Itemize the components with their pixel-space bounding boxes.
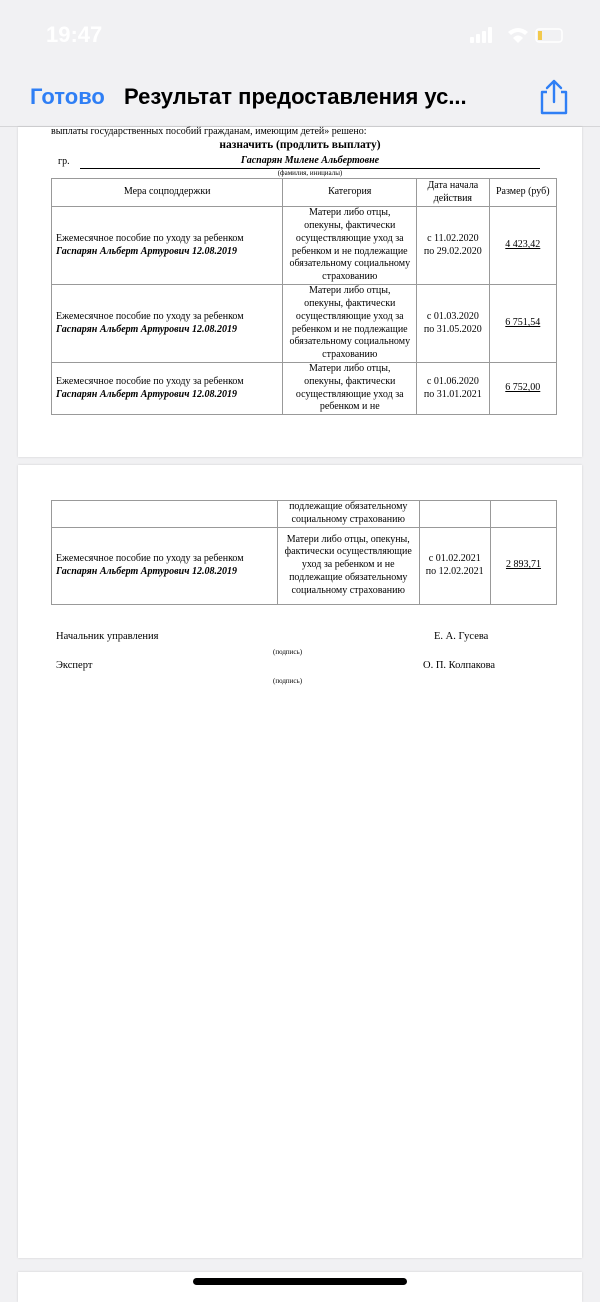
table-header — [52, 179, 557, 207]
table-row — [52, 285, 557, 363]
date-cell — [419, 527, 490, 604]
signature-role: Эксперт — [56, 660, 93, 671]
citizen-caption: (фамилия, инициалы) — [277, 169, 343, 177]
category-cell: Матери либо отцы, опекуны, фактически осуществляющие уход за ребенком и не подлежащие обязательному социальному страхованию — [283, 207, 417, 285]
measure-cell — [52, 207, 283, 285]
child-text: Гаспарян Альберт Артурович 12.08.2019 — [56, 565, 237, 577]
date-to: по 31.05.2020 — [423, 323, 482, 335]
measure-cell — [52, 363, 283, 415]
table-row — [52, 527, 557, 604]
signal-bar — [470, 37, 474, 43]
amount-cell: 2 893,71 — [490, 527, 556, 604]
header-date: Дата начала действия — [417, 179, 489, 207]
child-text: Гаспарян Альберт Артурович 12.08.2019 — [56, 388, 237, 400]
signal-bar — [482, 31, 486, 43]
child-text: Гаспарян Альберт Артурович 12.08.2019 — [56, 245, 237, 257]
nav-bar — [0, 70, 600, 127]
share-icon[interactable] — [537, 78, 571, 116]
intro-text: выплаты государственных пособий гражданам, имеющим детей» решено: — [51, 126, 367, 137]
wifi-icon — [508, 28, 528, 43]
category-cell: Матери либо отцы, опекуны, фактически осуществляющие уход за ребенком и не подлежащие обязательному социальному страхованию — [277, 527, 419, 604]
date-to: по 29.02.2020 — [423, 245, 482, 257]
measure-text: Ежемесячное пособие по уходу за ребенком — [56, 310, 244, 322]
benefits-table-continued — [51, 500, 557, 605]
document-page-3 — [18, 1272, 582, 1302]
header-measure: Мера соцподдержки — [52, 179, 283, 207]
signature-name: Е. А. Гусева — [434, 631, 489, 642]
category-cell: подлежащие обязательному социальному страхованию — [277, 501, 419, 528]
status-time: 19:47 — [46, 22, 103, 47]
date-from: с 01.02.2021 — [428, 552, 481, 564]
signature-caption: (подпись) — [273, 677, 303, 685]
table-row — [52, 207, 557, 285]
measure-cell — [52, 285, 283, 363]
date-to: по 31.01.2021 — [423, 388, 482, 400]
date-from: с 11.02.2020 — [427, 232, 479, 244]
date-from: с 01.06.2020 — [426, 375, 479, 387]
amount-cell — [490, 501, 556, 528]
signature-role: Начальник управления — [56, 631, 159, 642]
date-cell — [417, 207, 489, 285]
document-page-2 — [18, 465, 582, 1258]
status-bar — [0, 0, 600, 70]
home-indicator[interactable] — [193, 1278, 407, 1285]
signal-bar — [488, 27, 492, 43]
table-row — [52, 501, 557, 528]
amount-cell: 6 751,54 — [489, 285, 556, 363]
citizen-name: Гаспарян Милене Альбертовне — [80, 154, 540, 169]
battery-level — [538, 31, 542, 40]
document-page-1 — [18, 127, 582, 457]
benefits-table — [51, 178, 557, 415]
amount-cell: 4 423,42 — [489, 207, 556, 285]
measure-cell — [52, 527, 278, 604]
category-cell: Матери либо отцы, опекуны, фактически осуществляющие уход за ребенком и не подлежащие обязательному социальному страхованию — [283, 285, 417, 363]
date-to: по 12.02.2021 — [425, 565, 484, 577]
date-cell — [417, 285, 489, 363]
measure-text: Ежемесячное пособие по уходу за ребенком — [56, 232, 244, 244]
child-text: Гаспарян Альберт Артурович 12.08.2019 — [56, 323, 237, 335]
done-button[interactable]: Готово — [30, 84, 105, 109]
measure-cell — [52, 501, 278, 528]
citizen-prefix: гр. — [58, 156, 70, 167]
measure-text: Ежемесячное пособие по уходу за ребенком — [56, 552, 244, 564]
signature-name: О. П. Колпакова — [423, 660, 496, 671]
signature-caption: (подпись) — [273, 648, 303, 656]
date-cell — [419, 501, 490, 528]
header-amount: Размер (руб) — [489, 179, 556, 207]
decision-heading: назначить (продлить выплату) — [219, 139, 381, 151]
status-icons — [470, 27, 570, 43]
date-cell — [417, 363, 489, 415]
measure-text: Ежемесячное пособие по уходу за ребенком — [56, 375, 244, 387]
signal-bar — [476, 34, 480, 43]
category-cell: Матери либо отцы, опекуны, фактически осуществляющие уход за ребенком и не — [283, 363, 417, 415]
amount-cell: 6 752,00 — [489, 363, 556, 415]
header-category: Категория — [283, 179, 417, 207]
document-title: Результат предоставления ус... — [124, 84, 467, 109]
table-row — [52, 363, 557, 415]
date-from: с 01.03.2020 — [426, 310, 479, 322]
